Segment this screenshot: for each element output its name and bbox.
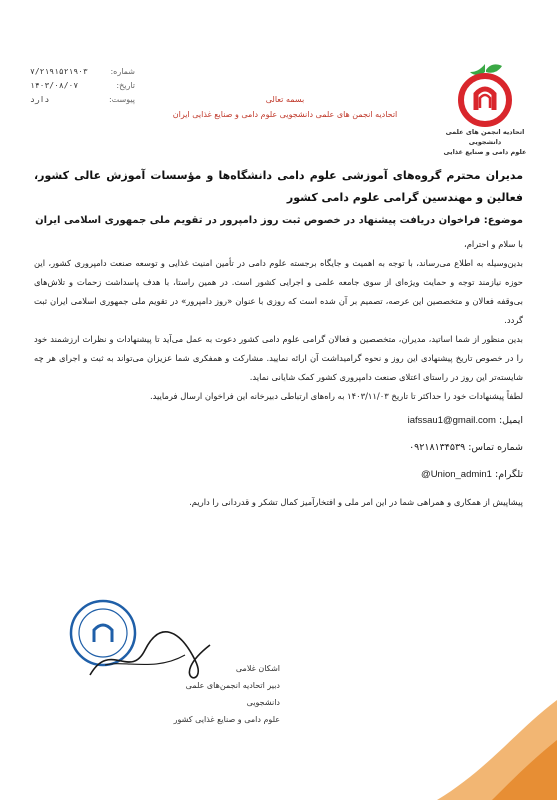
signatory-role-line1: دبیر اتحادیه انجمن‌های علمی دانشجویی bbox=[185, 681, 280, 707]
reference-number-row bbox=[30, 64, 135, 78]
email-row bbox=[34, 408, 523, 433]
reference-attachment-label: پیوست: bbox=[108, 94, 135, 104]
reference-block bbox=[30, 64, 135, 106]
reference-attachment-row bbox=[30, 92, 135, 106]
signatory-role-line2: علوم دامی و صنایع غذایی کشور bbox=[173, 715, 280, 724]
reference-number-label: شماره: bbox=[110, 66, 135, 76]
telegram-link[interactable]: @Union_admin1 bbox=[421, 469, 492, 480]
reference-number-value: ۷/۲۱۹۱۵۲۱۹۰۳ bbox=[30, 66, 88, 76]
reference-attachment-value: دارد bbox=[30, 94, 50, 104]
logo-caption-line1: اتحادیه انجمن های علمی دانشجویی bbox=[445, 128, 525, 146]
letter-paragraph-3: لطفاً پیشنهادات خود را حداکثر تا تاریخ ۱۴۰۳/۱۱/۰۳ به راه‌های ارتباطی دبیرخانه این فراخوان ارسال فرمایید. bbox=[149, 391, 523, 401]
letter-greeting: با سلام و احترام، bbox=[464, 239, 523, 249]
letter-body bbox=[34, 165, 523, 513]
letter-paragraph-2: بدین منظور از شما اساتید، مدیران، متخصصین و فعالان گرامی علوم دامی کشور دعوت به عمل می‌آید تا پیشنهادات و نظرات ارزشمند خود را در خصوص تاریخ پیشنهادی این روز و نحوه گرامیداشت آن ارائه نمایید. مشارکت و همفکری شما عزیزان می‌تواند به ثبت و اجرای هر چه شایسته‌تر این روز در راستای اعتلای صنعت دامپروری کشور کمک شایانی نماید. bbox=[34, 334, 523, 382]
phone-row bbox=[34, 435, 523, 460]
letter-header bbox=[150, 95, 420, 119]
telegram-label: تلگرام: bbox=[495, 469, 523, 480]
logo-icon bbox=[450, 60, 520, 128]
letter-subject: موضوع: فراخوان دریافت پیشنهاد در خصوص ثبت روز دامپرور در تقویم ملی جمهوری اسلامی ایران bbox=[35, 215, 523, 226]
letter-closing: پیشاپیش از همکاری و همراهی شما در این امر ملی و افتخارآمیز کمال تشکر و قدردانی را داریم. bbox=[189, 497, 523, 507]
association-logo bbox=[440, 60, 530, 157]
reference-date-row bbox=[30, 78, 135, 92]
association-name: اتحادیه انجمن های علمی دانشجویی علوم دامی و صنایع غذایی ایران bbox=[172, 110, 398, 119]
email-label: ایمیل: bbox=[498, 415, 523, 426]
signatory-name: اشکان غلامی bbox=[235, 664, 280, 673]
email-link[interactable]: iafssau1@gmail.com bbox=[407, 415, 496, 426]
reference-date-label: تاریخ: bbox=[116, 80, 135, 90]
bismillah: بسمه تعالی bbox=[265, 95, 305, 104]
reference-date-value: ۱۴۰۳/۰۸/۰۷ bbox=[30, 80, 79, 90]
phone-label: شماره تماس: bbox=[468, 442, 523, 453]
logo-caption-line2: علوم دامی و صنایع غذایی bbox=[443, 147, 527, 156]
letter-paragraph-1: بدین‌وسیله به اطلاع می‌رساند، با توجه به اهمیت و جایگاه برجسته علوم دامی در تأمین امنیت غذایی و توسعه صنعت دامپروری کشور، این حوزه نیازمند توجه و حمایت ویژه‌ای از سوی جامعه علمی و اجرایی کشور است. در همین راستا، با هدف پاسداشت زحمات و تلاش‌های بی‌وقفه فعالان و متخصصین این عرصه، تصمیم بر آن شده است که روزی با عنوان «روز دامپرور» در تقویم ملی جمهوری اسلامی ایران ثبت گردد. bbox=[34, 258, 523, 325]
corner-decoration bbox=[397, 690, 557, 800]
telegram-row bbox=[34, 462, 523, 487]
phone-value[interactable]: ۰۹۲۱۸۱۳۴۵۳۹ bbox=[409, 442, 466, 453]
letter-title: مدیران محترم گروه‌های آموزشی علوم دامی دانشگاه‌ها و مؤسسات آموزش عالی کشور، فعالین و مهندسین گرامی علوم دامی کشور bbox=[34, 169, 523, 204]
signature-block bbox=[150, 660, 280, 728]
